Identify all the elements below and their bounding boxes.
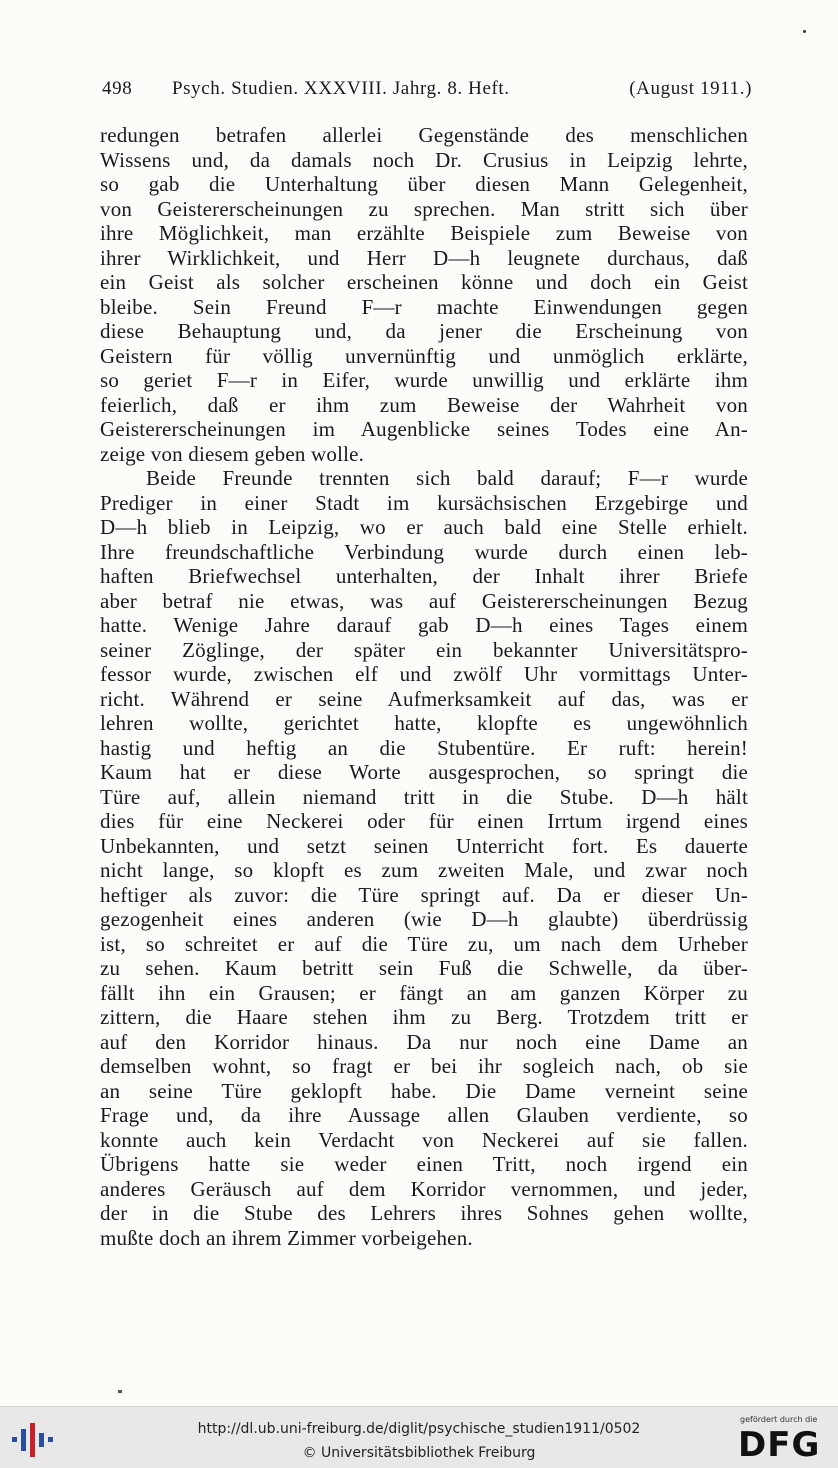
text-line: Türe auf, allein niemand tritt in die Stube. D—h hält — [100, 784, 748, 809]
text-line: diese Behauptung und, da jener die Erscheinung von — [100, 319, 748, 343]
scan-speck — [803, 30, 806, 33]
running-header — [102, 78, 752, 100]
text-line: Unbekannten, und setzt seinen Unterricht fort. Es dauerte — [100, 833, 748, 858]
text-line: mußte doch an ihrem Zimmer vorbeigehen. — [100, 1225, 473, 1250]
text-line: konnte auch kein Verdacht von Neckerei auf sie fallen. — [100, 1127, 748, 1152]
text-line: heftiger als zuvor: die Türe springt auf. Da er dieser Un- — [100, 882, 748, 907]
text-line: so gab die Unterhaltung über diesen Mann Gelegenheit, — [100, 172, 748, 196]
text-line: von Geistererscheinungen zu sprechen. Man stritt sich über — [100, 196, 748, 221]
text-line: hatte. Wenige Jahre darauf gab D—h eines Tages einem — [100, 613, 748, 637]
text-line: fällt ihn ein Grausen; er fängt an am ganzen Körper zu — [100, 980, 748, 1005]
text-line: lehren wollte, gerichtet hatte, klopfte es ungewöhnlich — [100, 711, 748, 735]
text-line: fessor wurde, zwischen elf und zwölf Uhr vormittags Unter- — [100, 662, 748, 686]
text-line: ein Geist als solcher erscheinen könne und doch ein Geist — [100, 270, 748, 294]
text-line: D—h blieb in Leipzig, wo er auch bald eine Stelle erhielt. — [100, 515, 748, 539]
source-url-link[interactable]: http://dl.ub.uni-freiburg.de/diglit/psychische_studien1911/0502 — [197, 1421, 641, 1437]
text-line: zittern, die Haare stehen ihm zu Berg. Trotzdem tritt er — [100, 1005, 748, 1029]
text-line: Ihre freundschaftliche Verbindung wurde durch einen leb- — [100, 539, 748, 564]
text-line: Kaum hat er diese Worte ausgesprochen, so springt die — [100, 760, 748, 784]
dfg-funding-note: gefördert durch die — [740, 1415, 818, 1424]
scan-speck — [118, 1390, 122, 1393]
text-line: aber betraf nie etwas, was auf Geistererscheinungen Bezug — [100, 588, 748, 613]
text-line: Geistererscheinungen im Augenblicke seines Todes eine An- — [100, 417, 748, 441]
text-line: Übrigens hatte sie weder einen Tritt, noch irgend ein — [100, 1152, 748, 1176]
text-line: so geriet F—r in Eifer, wurde unwillig und erklärte ihm — [100, 368, 748, 392]
page-number: 498 — [102, 78, 133, 99]
text-line: Frage und, da ihre Aussage allen Glauben verdiente, so — [100, 1103, 748, 1127]
text-line: der in die Stube des Lehrers ihres Sohnes gehen wollte, — [100, 1201, 748, 1225]
viewer-footer — [0, 1406, 838, 1468]
body-text — [100, 123, 748, 1250]
journal-title: Psych. Studien. XXXVIII. Jahrg. 8. Heft. — [172, 78, 510, 99]
text-line: nicht lange, so klopft es zum zweiten Male, und zwar noch — [100, 858, 748, 882]
copyright-notice: © Universitätsbibliothek Freiburg — [302, 1445, 536, 1461]
text-line: Prediger in einer Stadt im kursächsischen Erzgebirge und — [100, 490, 748, 515]
text-line: anderes Geräusch auf dem Korridor vernommen, und jeder, — [100, 1176, 748, 1201]
text-line: ihre Möglichkeit, man erzählte Beispiele zum Beweise von — [100, 221, 748, 245]
text-line: Wissens und, da damals noch Dr. Crusius in Leipzig lehrte, — [100, 147, 748, 172]
text-line: demselben wohnt, so fragt er bei ihr sogleich nach, ob sie — [100, 1054, 748, 1078]
issue-date: (August 1911.) — [629, 78, 752, 99]
dfg-logo[interactable]: DFG — [738, 1425, 821, 1465]
text-line: seiner Zöglinge, der später ein bekannter Universitätspro- — [100, 637, 748, 662]
text-line: zu sehen. Kaum betritt sein Fuß die Schwelle, da über- — [100, 956, 748, 980]
text-line: redungen betrafen allerlei Gegenstände des menschlichen — [100, 123, 748, 147]
text-line: feierlich, daß er ihm zum Beweise der Wahrheit von — [100, 392, 748, 417]
text-line: richt. Während er seine Aufmerksamkeit auf das, was er — [100, 686, 748, 711]
text-line: dies für eine Neckerei oder für einen Irrtum irgend eines — [100, 809, 748, 833]
text-line: ist, so schreitet er auf die Türe zu, um nach dem Urheber — [100, 931, 748, 956]
text-line: ihrer Wirklichkeit, und Herr D—h leugnete durchaus, daß — [100, 245, 748, 270]
text-line: hastig und heftig an die Stubentüre. Er ruft: herein! — [100, 735, 748, 760]
text-line: Beide Freunde trennten sich bald darauf; F—r wurde — [146, 466, 748, 490]
text-line: bleibe. Sein Freund F—r machte Einwendungen gegen — [100, 294, 748, 319]
text-line: haften Briefwechsel unterhalten, der Inhalt ihrer Briefe — [100, 564, 748, 588]
text-line: Geistern für völlig unvernünftig und unmöglich erklärte, — [100, 343, 748, 368]
text-line: zeige von diesem geben wolle. — [100, 441, 365, 466]
text-line: gezogenheit eines anderen (wie D—h glaubte) überdrüssig — [100, 907, 748, 931]
text-line: an seine Türe geklopft habe. Die Dame verneint seine — [100, 1078, 748, 1103]
text-line: auf den Korridor hinaus. Da nur noch eine Dame an — [100, 1029, 748, 1054]
